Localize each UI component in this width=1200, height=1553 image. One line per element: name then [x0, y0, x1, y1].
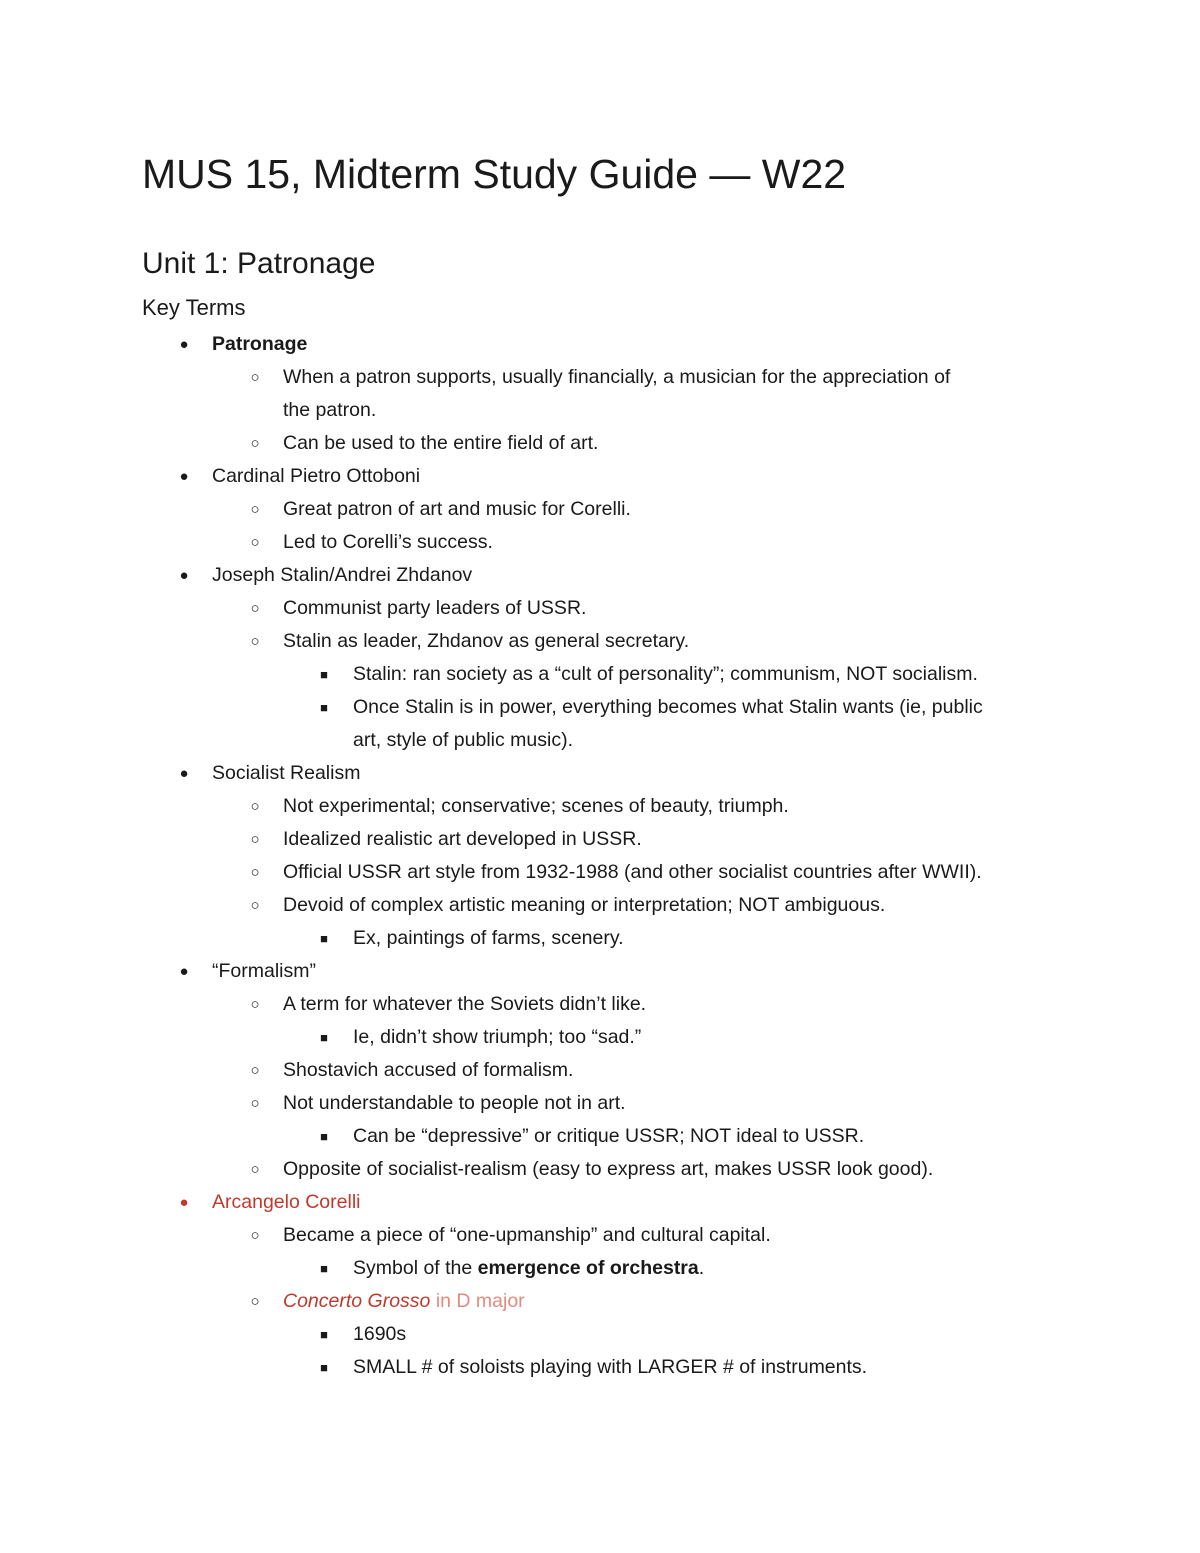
- list-item: [0, 856, 1200, 889]
- definition-text: Opposite of socialist-realism (easy to express art, makes USSR look good).: [283, 1158, 934, 1180]
- list-item: [0, 493, 1200, 526]
- definition-text: A term for whatever the Soviets didn’t like.: [283, 993, 647, 1015]
- detail-text: [353, 1252, 704, 1285]
- term-label: Socialist Realism: [212, 762, 361, 784]
- definition-text: Devoid of complex artistic meaning or interpretation; NOT ambiguous.: [283, 894, 886, 916]
- hollow-circle-bullet-icon: ○: [250, 1293, 260, 1310]
- list-item: [0, 1120, 1200, 1153]
- hollow-circle-bullet-icon: ○: [250, 435, 260, 452]
- definition-text: the patron.: [283, 399, 377, 421]
- list-item: [0, 1087, 1200, 1120]
- filled-circle-bullet-icon: ●: [179, 963, 189, 980]
- filled-circle-bullet-icon: ●: [179, 567, 189, 584]
- hollow-circle-bullet-icon: ○: [250, 864, 260, 881]
- emphasis-text: emergence of orchestra: [477, 1257, 699, 1279]
- definition-text: Great patron of art and music for Corelli.: [283, 498, 631, 520]
- definition-text: Shostavich accused of formalism.: [283, 1059, 574, 1081]
- outline-item-socialist-realism: [0, 757, 1200, 790]
- list-item-continuation: [0, 724, 1200, 757]
- unit-heading: Unit 1: Patronage: [142, 247, 376, 280]
- list-item: [0, 691, 1200, 724]
- definition-text: Not understandable to people not in art.: [283, 1092, 626, 1114]
- detail-text: SMALL # of soloists playing with LARGER # of instruments.: [353, 1356, 868, 1378]
- list-item: [0, 988, 1200, 1021]
- hollow-circle-bullet-icon: ○: [250, 1095, 260, 1112]
- outline-item-corelli: [0, 1186, 1200, 1219]
- term-label: Patronage: [212, 333, 308, 355]
- list-item: [0, 1153, 1200, 1186]
- detail-text-suffix: .: [698, 1257, 705, 1279]
- square-bullet-icon: ■: [320, 1360, 328, 1375]
- hollow-circle-bullet-icon: ○: [250, 600, 260, 617]
- list-item: [0, 823, 1200, 856]
- list-item: [0, 592, 1200, 625]
- square-bullet-icon: ■: [320, 1327, 328, 1342]
- detail-text: Can be “depressive” or critique USSR; NOT ideal to USSR.: [353, 1125, 865, 1147]
- work-title-name: Concerto Grosso: [283, 1290, 431, 1312]
- list-item: [0, 1318, 1200, 1351]
- list-item: [0, 790, 1200, 823]
- definition-text: Became a piece of “one-upmanship” and cultural capital.: [283, 1224, 771, 1246]
- list-item: [0, 1021, 1200, 1054]
- outline-item-patronage: [0, 328, 1200, 361]
- list-item-concerto-grosso: [0, 1285, 1200, 1318]
- work-title: [283, 1285, 525, 1318]
- definition-text: Can be used to the entire field of art.: [283, 432, 599, 454]
- outline-item-ottoboni: [0, 460, 1200, 493]
- detail-text: Ex, paintings of farms, scenery.: [353, 927, 624, 949]
- section-heading: Key Terms: [142, 295, 246, 320]
- square-bullet-icon: ■: [320, 667, 328, 682]
- definition-text: Idealized realistic art developed in USSR.: [283, 828, 642, 850]
- list-item: [0, 625, 1200, 658]
- square-bullet-icon: ■: [320, 700, 328, 715]
- term-label: Joseph Stalin/Andrei Zhdanov: [212, 564, 473, 586]
- filled-circle-bullet-icon: ●: [179, 765, 189, 782]
- list-item: [0, 1351, 1200, 1384]
- definition-text: Official USSR art style from 1932-1988 (and other socialist countries after WWII).: [283, 861, 982, 883]
- square-bullet-icon: ■: [320, 1261, 328, 1276]
- outline-item-stalin-zhdanov: [0, 559, 1200, 592]
- hollow-circle-bullet-icon: ○: [250, 1227, 260, 1244]
- document-title: MUS 15, Midterm Study Guide — W22: [142, 151, 847, 197]
- hollow-circle-bullet-icon: ○: [250, 534, 260, 551]
- list-item-continuation: [0, 394, 1200, 427]
- hollow-circle-bullet-icon: ○: [250, 1062, 260, 1079]
- definition-text: When a patron supports, usually financially, a musician for the appreciation of: [283, 366, 951, 388]
- square-bullet-icon: ■: [320, 1030, 328, 1045]
- list-item: [0, 1054, 1200, 1087]
- list-item: [0, 922, 1200, 955]
- hollow-circle-bullet-icon: ○: [250, 633, 260, 650]
- outline-item-formalism: [0, 955, 1200, 988]
- filled-circle-bullet-icon: ●: [179, 336, 189, 353]
- filled-circle-bullet-icon: ●: [179, 468, 189, 485]
- term-label: Arcangelo Corelli: [212, 1191, 361, 1213]
- hollow-circle-bullet-icon: ○: [250, 798, 260, 815]
- square-bullet-icon: ■: [320, 931, 328, 946]
- square-bullet-icon: ■: [320, 1129, 328, 1144]
- hollow-circle-bullet-icon: ○: [250, 501, 260, 518]
- detail-text: 1690s: [353, 1323, 407, 1345]
- detail-text-prefix: Symbol of the: [353, 1257, 478, 1279]
- definition-text: Stalin as leader, Zhdanov as general secretary.: [283, 630, 690, 652]
- list-item: [0, 1252, 1200, 1285]
- list-item: [0, 361, 1200, 394]
- list-item: [0, 526, 1200, 559]
- hollow-circle-bullet-icon: ○: [250, 1161, 260, 1178]
- term-label: “Formalism”: [212, 960, 316, 982]
- definition-text: Not experimental; conservative; scenes of beauty, triumph.: [283, 795, 789, 817]
- hollow-circle-bullet-icon: ○: [250, 369, 260, 386]
- hollow-circle-bullet-icon: ○: [250, 897, 260, 914]
- key-terms-outline: [0, 328, 1200, 1384]
- detail-text: art, style of public music).: [353, 729, 573, 751]
- hollow-circle-bullet-icon: ○: [250, 996, 260, 1013]
- work-title-key: in D major: [430, 1290, 525, 1312]
- filled-circle-bullet-icon: ●: [179, 1194, 189, 1211]
- list-item: [0, 658, 1200, 691]
- term-label: Cardinal Pietro Ottoboni: [212, 465, 421, 487]
- detail-text: Ie, didn’t show triumph; too “sad.”: [353, 1026, 642, 1048]
- list-item: [0, 1219, 1200, 1252]
- definition-text: Communist party leaders of USSR.: [283, 597, 587, 619]
- detail-text: Stalin: ran society as a “cult of personality”; communism, NOT socialism.: [353, 663, 978, 685]
- definition-text: Led to Corelli’s success.: [283, 531, 493, 553]
- list-item: [0, 889, 1200, 922]
- hollow-circle-bullet-icon: ○: [250, 831, 260, 848]
- detail-text: Once Stalin is in power, everything becomes what Stalin wants (ie, public: [353, 696, 983, 718]
- list-item: [0, 427, 1200, 460]
